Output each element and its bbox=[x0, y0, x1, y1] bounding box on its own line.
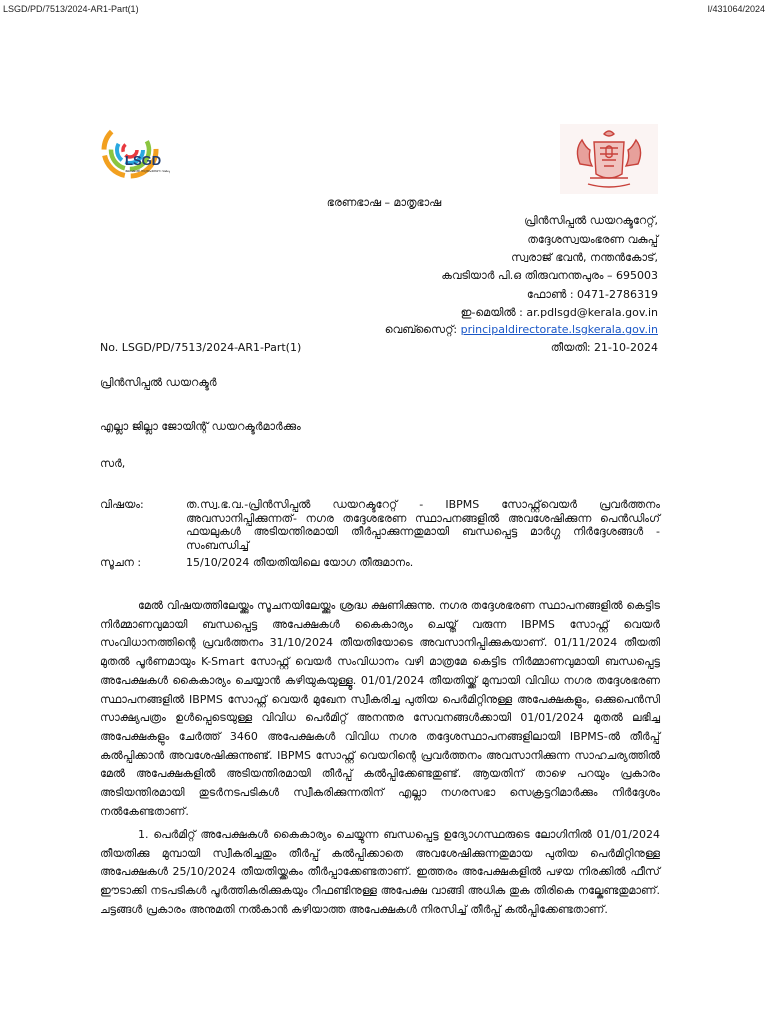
running-header-receipt-number: I/431064/2024 bbox=[707, 4, 765, 14]
subject-text: ത.സ്വ.ഭ.വ.-പ്രിൻസിപ്പൽ ഡയറക്ടറേറ്റ് - IBPMS സോഫ്റ്റ്‌വെയർ പ്രവർത്തനം അവസാനിപ്പിക്കുന്നത്- നഗര തദ്ദേശഭരണ സ്ഥാപനങ്ങളിൽ അവശേഷിക്കുന്ന പെൻഡിംഗ് ഫയലുകൾ അടിയന്തിരമായി തീർപ്പാക്കുന്നതുമായി ബന്ധപ്പെട്ട മാർഗ്ഗ നിർദ്ദേശങ്ങൾ - സംബന്ധിച്ച് bbox=[186, 498, 660, 552]
address-line-3: സ്വരാജ് ഭവൻ, നന്തൻകോട്, bbox=[511, 251, 658, 264]
running-header-file-number: LSGD/PD/7513/2024-AR1-Part(1) bbox=[3, 4, 139, 14]
instruction-point-1-text: 1. പെർമിറ്റ് അപേക്ഷകൾ കൈകാര്യം ചെയ്യുന്ന ബന്ധപ്പെട്ട ഉദ്യോഗസ്ഥരുടെ ലോഗിനിൽ 01/01/2024 തീയതിക്കു മുമ്പായി സ്വീകരിച്ചതും തീർപ്പ് കൽപ്പിക്കാതെ അവശേഷിക്കുന്നതുമായ പുതിയ പെർമിറ്റിനുള്ള അപേക്ഷകൾ 25/10/2024 തീയതിയ്ക്കകം തീർപ്പാക്കേണ്ടതാണ്. ഇത്തരം അപേക്ഷകളിൽ പഴയ നിരക്കിൽ ഫീസ് ഈടാക്കി നടപടികൾ പൂർത്തികരിക്കുകയും റീഫണ്ടിനുള്ള അപേക്ഷ വാങ്ങി അധിക തുക തിരികെ നല്കേണ്ടതുമാണ്. ചട്ടങ്ങൾ പ്രകാരം അനുമതി നൽകാൻ കഴിയാത്ത അപേക്ഷകൾ നിരസിച്ച് തീർപ്പ് കൽപ്പിക്കേണ്ടതാണ്. bbox=[100, 828, 660, 916]
letter-date: തീയതി: 21-10-2024 bbox=[550, 341, 658, 354]
official-language-motto: ഭരണഭാഷ – മാതൃഭാഷ bbox=[326, 196, 442, 209]
website-label: വെബ്സൈറ്റ്: bbox=[384, 323, 461, 336]
body-paragraph bbox=[100, 597, 660, 821]
instruction-point-1 bbox=[100, 826, 660, 920]
reference-number: No. LSGD/PD/7513/2024-AR1-Part(1) bbox=[100, 341, 302, 354]
subject-label: വിഷയം: bbox=[100, 498, 144, 511]
sender: പ്രിൻസിപ്പൽ ഡയറക്ടർ bbox=[100, 376, 217, 389]
lsgd-logo bbox=[100, 120, 170, 192]
reference-text: 15/10/2024 തീയതിയിലെ യോഗ തീരുമാനം. bbox=[186, 556, 414, 569]
salutation: സർ, bbox=[100, 457, 126, 470]
kerala-state-emblem bbox=[560, 124, 658, 194]
address-line-2: തദ്ദേശസ്വയംഭരണ വകുപ്പ് bbox=[527, 233, 658, 246]
lsgd-logo-text: LSGD bbox=[125, 153, 162, 168]
address-line-4: കവടിയാർ പി.ഒ തിരുവനന്തപുരം – 695003 bbox=[441, 269, 658, 282]
address-line-1: പ്രിൻസിപ്പൽ ഡയറക്ടറേറ്റ്, bbox=[524, 214, 658, 227]
lsgd-logo-subtext: ലോക്കൽ സ്വയംഭരണ വകുപ്പ് bbox=[125, 169, 170, 173]
phone-number: ഫോൺ : 0471-2786319 bbox=[526, 288, 658, 301]
reference-label: സൂചന : bbox=[100, 556, 142, 569]
website-link[interactable]: principaldirectorate.lsgkerala.gov.in bbox=[460, 323, 658, 336]
website-line bbox=[385, 323, 658, 337]
email-address: ഇ-മെയിൽ : ar.pdlsgd@kerala.gov.in bbox=[460, 306, 658, 319]
body-paragraph-text: മേൽ വിഷയത്തിലേയ്ക്കും സൂചനയിലേയ്ക്കും ശ്രദ്ധ ക്ഷണിക്കുന്നു. നഗര തദ്ദേശഭരണ സ്ഥാപനങ്ങളിൽ കെട്ടിട നിർമ്മാണവുമായി ബന്ധപ്പെട്ട അപേക്ഷകൾ കൈകാര്യം ചെയ്ത് വരുന്ന IBPMS സോഫ്റ്റ് വെയർ സംവിധാനത്തിന്റെ പ്രവർത്തനം 31/10/2024 തീയതിയോടെ അവസാനിപ്പിക്കുകയാണ്. 01/11/2024 തീയതി മുതൽ പൂർണമായും K-Smart സോഫ്റ്റ് വെയർ സംവിധാനം വഴി മാത്രമേ കെട്ടിട നിർമ്മാണവുമായി ബന്ധപ്പെട്ട അപേക്ഷകൾ കൈകാര്യം ചെയ്യാൻ കഴിയുകയുള്ളൂ. 01/01/2024 തീയതിയ്ക്ക് മുമ്പായി വിവിധ നഗര തദ്ദേശഭരണ സ്ഥാപനങ്ങളിൽ IBPMS സോഫ്റ്റ് വെയർ മുഖേന സ്വീകരിച്ച പുതിയ പെർമിറ്റിനുള്ള അപേക്ഷകളും, ഒക്കുപെൻസി സാക്ഷ്യപത്രം ഉൾപ്പെടെയുള്ള വിവിധ പെർമിറ്റ് അനന്തര സേവനങ്ങൾക്കായി 01/01/2024 മുതൽ ലഭിച്ച അപേക്ഷകളും ചേർത്ത് 3460 അപേക്ഷകൾ വിവിധ നഗര തദ്ദേശസ്ഥാപനങ്ങളിലായി IBPMS-ൽ തീർപ്പ് കൽപ്പിക്കാൻ അവശേഷിക്കുന്നുണ്ട്. IBPMS സോഫ്റ്റ് വെയറിന്റെ പ്രവർത്തനം അവസാനിക്കുന്ന സാഹചര്യത്തിൽ മേൽ അപേക്ഷകളിൽ അടിയന്തിരമായി തീർപ്പ് കൽപ്പിക്കേണ്ടതുണ്ട്. ആയതിന് താഴെ പറയും പ്രകാരം അടിയന്തിരമായി തുടർനടപടികൾ സ്വീകരിക്കുന്നതിന് എല്ലാ നഗരസഭാ സെക്രട്ടറിമാർക്കും നിർദ്ദേശം നൽകേണ്ടതാണ്. bbox=[100, 599, 660, 818]
recipient: എല്ലാ ജില്ലാ ജോയിന്റ് ഡയറക്ടർമാർക്കും bbox=[100, 420, 301, 433]
